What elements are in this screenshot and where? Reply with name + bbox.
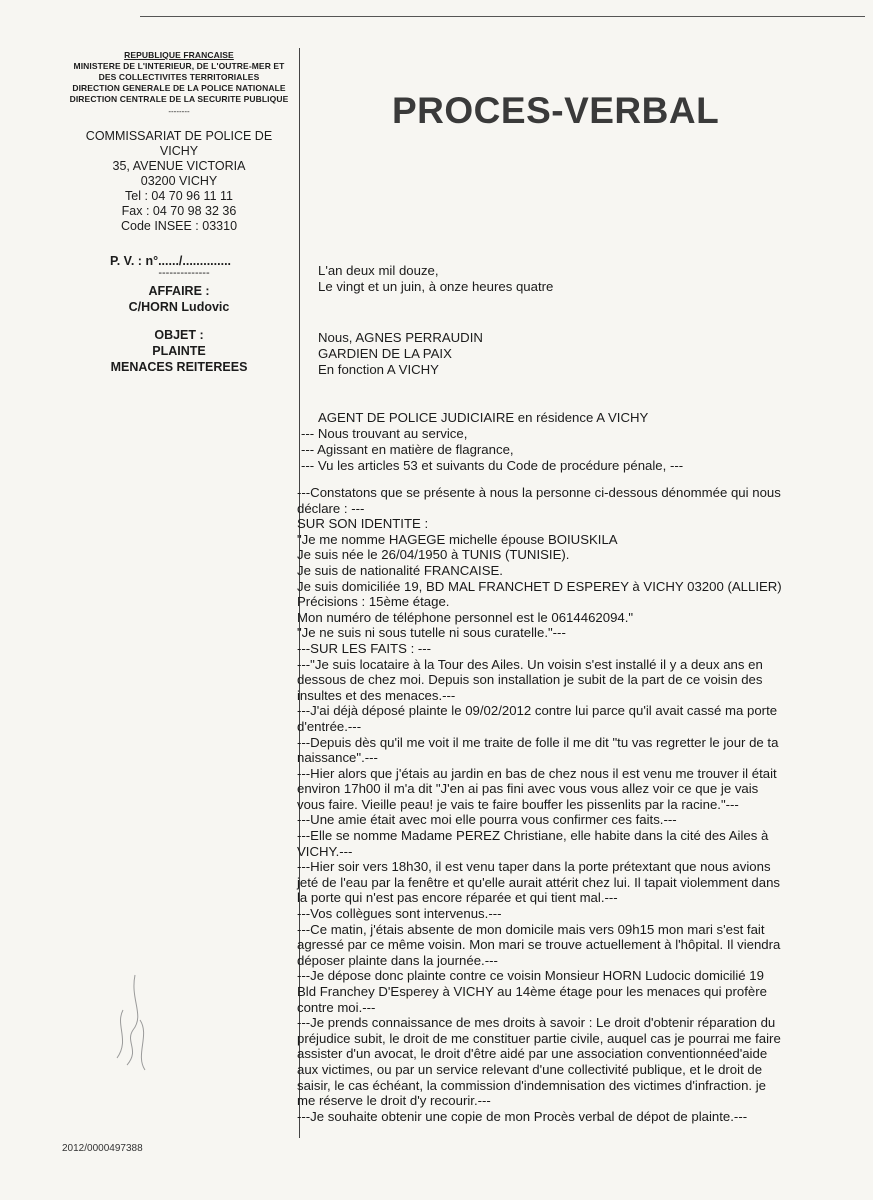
declaration-line: ---Je souhaite obtenir une copie de mon Procès verbal de dépot de plainte.--- bbox=[297, 1108, 748, 1124]
declaration-line: environ 17h00 il m'a dit "J'en ai pas fini avec vous vous allez voir ce que je vais bbox=[297, 781, 759, 797]
ministry-line: REPUBLIQUE FRANCAISE bbox=[124, 50, 234, 60]
declaration-line: insultes et des menaces.--- bbox=[297, 687, 456, 703]
declaration-line: déposer plainte dans la journée.--- bbox=[297, 952, 498, 968]
declaration-line: VICHY.--- bbox=[297, 843, 353, 859]
declaration-line: assister d'un avocat, le droit d'être aidé par une association conventionnéed'aide bbox=[297, 1046, 768, 1062]
declaration-line: la porte qui n'est pas encore réparée et qui tient mal.--- bbox=[297, 890, 618, 906]
intro-line: Le vingt et un juin, à onze heures quatre bbox=[318, 279, 554, 294]
declaration-line: Je suis née le 26/04/1950 à TUNIS (TUNISIE). bbox=[297, 547, 570, 563]
declaration-line: Je suis domiciliée 19, BD MAL FRANCHET D ESPEREY à VICHY 03200 (ALLIER) bbox=[297, 578, 782, 594]
declaration-line: agressé par ce même voisin. Mon mari se trouve actuellement à l'hôpital. Il viendra bbox=[297, 937, 781, 953]
ministry-line: DES COLLECTIVITES TERRITORIALES bbox=[98, 72, 260, 82]
declaration-line: ---Vos collègues sont intervenus.--- bbox=[297, 906, 502, 922]
declaration-line: ---Constatons que se présente à nous la personne ci-dessous dénommée qui nous bbox=[297, 485, 781, 500]
commissariat-line: Tel : 04 70 96 11 11 bbox=[125, 189, 233, 203]
declaration-line: contre moi.--- bbox=[297, 999, 376, 1015]
officer-line: GARDIEN DE LA PAIX bbox=[318, 346, 452, 361]
declaration-line: déclare : --- bbox=[297, 500, 365, 516]
declaration-body bbox=[297, 485, 817, 1124]
declaration-line: Mon numéro de téléphone personnel est le 0614462094." bbox=[297, 609, 634, 625]
officer-line: Nous, AGNES PERRAUDIN bbox=[318, 330, 483, 345]
declaration-line: ---Hier soir vers 18h30, il est venu taper dans la porte prétextant que nous avions bbox=[297, 859, 771, 875]
commissariat-line: VICHY bbox=[159, 144, 199, 158]
top-rule bbox=[140, 16, 865, 17]
date-intro bbox=[318, 263, 553, 295]
declaration-line: ---Ce matin, j'étais absente de mon domicile mais vers 09h15 mon mari s'est fait bbox=[297, 921, 765, 937]
declaration-line: vous faire. Vieille peau! je vais te faire bouffer les pissenlits par la racine."--- bbox=[297, 796, 739, 812]
document-title: PROCES-VERBAL bbox=[392, 90, 720, 131]
declaration-line: ---SUR LES FAITS : --- bbox=[297, 640, 432, 656]
objet-block bbox=[60, 327, 298, 375]
declaration-line: d'entrée.--- bbox=[297, 718, 362, 734]
officer-identity bbox=[318, 330, 483, 378]
commissariat-address bbox=[60, 129, 298, 234]
ministry-line: DIRECTION CENTRALE DE LA SECURITE PUBLIQUE bbox=[69, 94, 289, 104]
signature-scribble bbox=[95, 970, 165, 1080]
commissariat-line: 35, AVENUE VICTORIA bbox=[112, 159, 246, 173]
declaration-line: dessous de chez moi. Depuis son installation je subit de la part de ce voisin des bbox=[297, 672, 763, 688]
opj-line: --- Vu les articles 53 et suivants du Code de procédure pénale, --- bbox=[301, 458, 684, 473]
declaration-line: aux victimes, ou par un service relevant d'une collectivité publique, et le droit de bbox=[297, 1061, 763, 1077]
declaration-line: SUR SON IDENTITE : bbox=[297, 516, 429, 532]
declaration-line: ---Depuis dès qu'il me voit il me traite de folle il me dit "tu vas regretter le jour de ta bbox=[297, 734, 779, 750]
declaration-line: Précisions : 15ème étage. bbox=[297, 594, 450, 610]
declaration-line: Je suis de nationalité FRANCAISE. bbox=[297, 562, 503, 578]
declaration-line: naissance".--- bbox=[297, 750, 378, 766]
declaration-line: Bld Franchey D'Esperey à VICHY au 14ème étage pour les menaces qui profère bbox=[297, 984, 767, 999]
ministry-line: DIRECTION GENERALE DE LA POLICE NATIONALE bbox=[72, 83, 286, 93]
declaration-line: ---"Je suis locataire à la Tour des Ailes. Un voisin s'est installé il y a deux ans en bbox=[297, 656, 763, 672]
commissariat-line: COMMISSARIAT DE POLICE DE bbox=[85, 129, 273, 143]
declaration-line: saisir, le cas échéant, la commission d'indemnisation des victimes d'infraction. je bbox=[297, 1077, 767, 1093]
commissariat-line: Code INSEE : 03310 bbox=[120, 219, 238, 233]
declaration-line: ---Je prends connaissance de mes droits à savoir : Le droit d'obtenir réparation du bbox=[297, 1015, 776, 1031]
opj-statement bbox=[301, 410, 684, 474]
commissariat-line: 03200 VICHY bbox=[140, 174, 218, 188]
officer-line: En fonction A VICHY bbox=[318, 362, 439, 377]
declaration-line: ---Je dépose donc plainte contre ce voisin Monsieur HORN Ludocic domicilié 19 bbox=[297, 968, 764, 984]
commissariat-line: Fax : 04 70 98 32 36 bbox=[121, 204, 237, 218]
declaration-line: ---Hier alors que j'étais au jardin en bas de chez nous il est venu me trouver il était bbox=[297, 765, 777, 781]
document-reference: 2012/0000497388 bbox=[62, 1143, 143, 1154]
affaire-label: AFFAIRE : bbox=[148, 284, 210, 298]
header-separator: -------- bbox=[168, 107, 190, 116]
declaration-line: préjudice subit, le droit de me constituer partie civile, auquel cas je pourrai me faire bbox=[297, 1030, 781, 1046]
declaration-line: ---Elle se nomme Madame PEREZ Christiane, elle habite dans la cité des Ailes à bbox=[297, 828, 769, 844]
declaration-line: "Je ne suis ni sous tutelle ni sous curatelle."--- bbox=[297, 625, 566, 641]
ministry-line: MINISTERE DE L'INTERIEUR, DE L'OUTRE-MER ET bbox=[73, 61, 285, 71]
opj-line: --- Agissant en matière de flagrance, bbox=[301, 442, 514, 457]
objet-line: PLAINTE bbox=[152, 344, 206, 358]
opj-line: AGENT DE POLICE JUDICIAIRE en résidence A VICHY bbox=[318, 410, 649, 425]
declaration-line: "Je me nomme HAGEGE michelle épouse BOIUSKILA bbox=[297, 531, 618, 547]
objet-line: MENACES REITEREES bbox=[110, 360, 248, 374]
declaration-line: me réserve le droit d'y recourir.--- bbox=[297, 1093, 491, 1109]
pv-separator: -------------- bbox=[158, 267, 210, 279]
issuer-block bbox=[60, 50, 298, 375]
ministry-header bbox=[60, 50, 298, 105]
declaration-line: ---J'ai déjà déposé plainte le 09/02/2012 contre lui parce qu'il avait cassé ma porte bbox=[297, 703, 778, 719]
objet-line: OBJET : bbox=[154, 328, 204, 342]
declaration-line: ---Une amie était avec moi elle pourra vous confirmer ces faits.--- bbox=[297, 812, 677, 828]
intro-line: L'an deux mil douze, bbox=[318, 263, 439, 278]
pv-number: P. V. : n°....../.............. bbox=[110, 254, 232, 268]
affaire-value: C/HORN Ludovic bbox=[128, 300, 230, 314]
opj-line: --- Nous trouvant au service, bbox=[301, 426, 468, 441]
declaration-line: jeté de l'eau par la fenêtre et qu'elle aurait attérit chez lui. Il tapait violemment dans bbox=[297, 874, 780, 890]
